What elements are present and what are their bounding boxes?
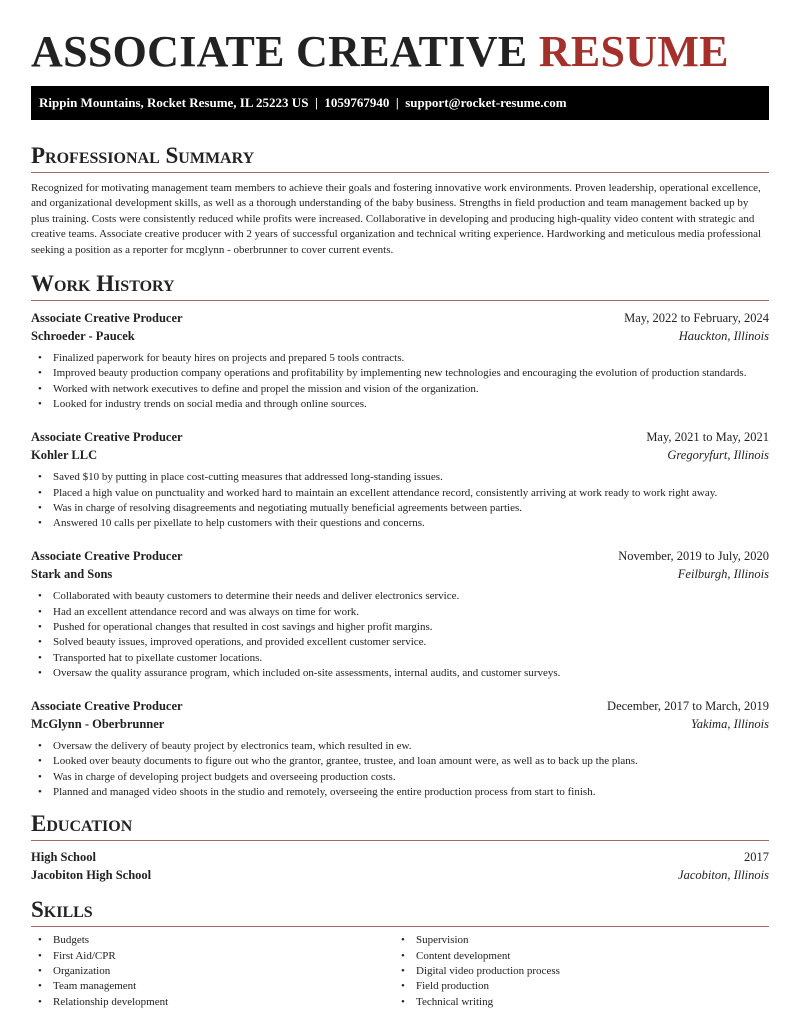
job-dates: December, 2017 to March, 2019: [607, 699, 769, 714]
job-header: [31, 428, 769, 446]
list-item: • Worked with network executives to define and propel the mission and vision of the organization.: [31, 382, 769, 397]
skill-item: • Relationship development: [31, 995, 394, 1010]
job-dates: May, 2022 to February, 2024: [624, 311, 769, 326]
skill-item: • Organization: [31, 964, 394, 979]
work-history: [31, 309, 769, 800]
job-header: [31, 309, 769, 327]
skills-list: [31, 933, 769, 1009]
job-title: Associate Creative Producer: [31, 311, 183, 326]
job-subheader: [31, 715, 769, 733]
list-item: • Pushed for operational changes that resulted in cost savings and higher profit margins.: [31, 620, 769, 635]
list-item: • Saved $10 by putting in place cost-cutting measures that addressed long-standing issues.: [31, 470, 769, 485]
list-item: • Was in charge of resolving disagreements and negotiating mutually beneficial agreements between parties.: [31, 501, 769, 516]
job-title: Associate Creative Producer: [31, 430, 183, 445]
section-heading-skills: Skills: [31, 896, 769, 927]
title-accent: RESUME: [538, 27, 729, 76]
separator: |: [314, 95, 318, 110]
resume-title: [31, 27, 769, 77]
summary-text: Recognized for motivating management team members to achieve their goals and fostering innovative work environments. Proven leadership, operational excellence, and organizational development skills, as well as a thorough understanding of the baby business. Strengths in field production and team management backed up by plus training. Costs were consistently reduced while profits were increased. Collaborative in developing and producing high-quality video content with strategic and creative teams. Associate creative producer with 2 years of successful organization and technical writing experience. Hardworking and meticulous media professional seeking a position as a reporter for mcglynn - oberbrunner to cover current events.: [31, 182, 762, 256]
list-item: • Looked over beauty documents to figure out who the grantor, grantee, trustee, and loan amount were, as well as to back up the plans.: [31, 754, 769, 769]
job-location: Feilburgh, Illinois: [677, 567, 769, 582]
job-dates: May, 2021 to May, 2021: [646, 430, 769, 445]
skills-right: [394, 933, 757, 1009]
company: McGlynn - Oberbrunner: [31, 717, 165, 732]
section-heading-summary: Professional Summary: [31, 142, 769, 173]
job-title: Associate Creative Producer: [31, 549, 183, 564]
job-subheader: [31, 446, 769, 464]
section-heading-work: Work History: [31, 270, 769, 301]
list-item: • Finalized paperwork for beauty hires on projects and prepared 5 tools contracts.: [31, 351, 769, 366]
skill-item: • Team management: [31, 979, 394, 994]
skill-item: • Budgets: [31, 933, 394, 948]
edu-location: Jacobiton, Illinois: [678, 868, 769, 883]
list-item: • Solved beauty issues, improved operations, and provided excellent customer service.: [31, 635, 769, 650]
job-header: [31, 547, 769, 565]
phone: 1059767940: [324, 95, 390, 110]
job-entry: [31, 697, 769, 800]
list-item: • Transported hat to pixellate customer locations.: [31, 651, 769, 666]
contact-bar: [31, 86, 769, 120]
resume-page: [31, 0, 769, 1010]
job-entry: [31, 547, 769, 681]
company: Schroeder - Paucek: [31, 329, 135, 344]
skills-left: [31, 933, 394, 1009]
skill-item: • Content development: [394, 949, 757, 964]
job-location: Yakima, Illinois: [690, 717, 769, 732]
list-item: • Improved beauty production company operations and profitability by implementing new technologies and encouraging the evolution of production standards.: [31, 366, 769, 381]
list-item: • Placed a high value on punctuality and worked hard to maintain an excellent attendance record, consistently arriving at work ready to work right away.: [31, 486, 769, 501]
address: Rippin Mountains, Rocket Resume, IL 25223 US: [39, 95, 309, 110]
job-subheader: [31, 327, 769, 345]
education-entry: [31, 848, 769, 884]
degree: High School: [31, 850, 96, 865]
skill-item: • Digital video production process: [394, 964, 757, 979]
job-header: [31, 697, 769, 715]
skill-item: • Technical writing: [394, 995, 757, 1010]
job-bullets: [31, 470, 769, 531]
list-item: • Was in charge of developing project budgets and overseeing production costs.: [31, 770, 769, 785]
job-bullets: [31, 739, 769, 800]
skill-item: • Supervision: [394, 933, 757, 948]
job-bullets: [31, 589, 769, 681]
job-subheader: [31, 565, 769, 583]
list-item: • Collaborated with beauty customers to determine their needs and deliver electronics service.: [31, 589, 769, 604]
job-entry: [31, 309, 769, 412]
edu-year: 2017: [744, 850, 769, 865]
job-dates: November, 2019 to July, 2020: [618, 549, 769, 564]
list-item: • Answered 10 calls per pixellate to help customers with their questions and concerns.: [31, 516, 769, 531]
job-location: Hauckton, Illinois: [678, 329, 769, 344]
list-item: • Oversaw the quality assurance program, which included on-site assessments, internal audits, and customer surveys.: [31, 666, 769, 681]
job-entry: [31, 428, 769, 531]
skill-item: • Field production: [394, 979, 757, 994]
title-main: ASSOCIATE CREATIVE: [31, 27, 528, 76]
email-link[interactable]: support@rocket-resume.com: [405, 95, 567, 110]
list-item: • Oversaw the delivery of beauty project by electronics team, which resulted in ew.: [31, 739, 769, 754]
list-item: • Planned and managed video shoots in the studio and remotely, overseeing the entire production process from start to finish.: [31, 785, 769, 800]
section-heading-education: Education: [31, 810, 769, 841]
school: Jacobiton High School: [31, 868, 152, 883]
job-location: Gregoryfurt, Illinois: [667, 448, 769, 463]
list-item: • Looked for industry trends on social media and through online sources.: [31, 397, 769, 412]
list-item: • Had an excellent attendance record and was always on time for work.: [31, 605, 769, 620]
job-bullets: [31, 351, 769, 412]
skill-item: • First Aid/CPR: [31, 949, 394, 964]
separator: |: [395, 95, 399, 110]
job-title: Associate Creative Producer: [31, 699, 183, 714]
company: Kohler LLC: [31, 448, 98, 463]
company: Stark and Sons: [31, 567, 113, 582]
